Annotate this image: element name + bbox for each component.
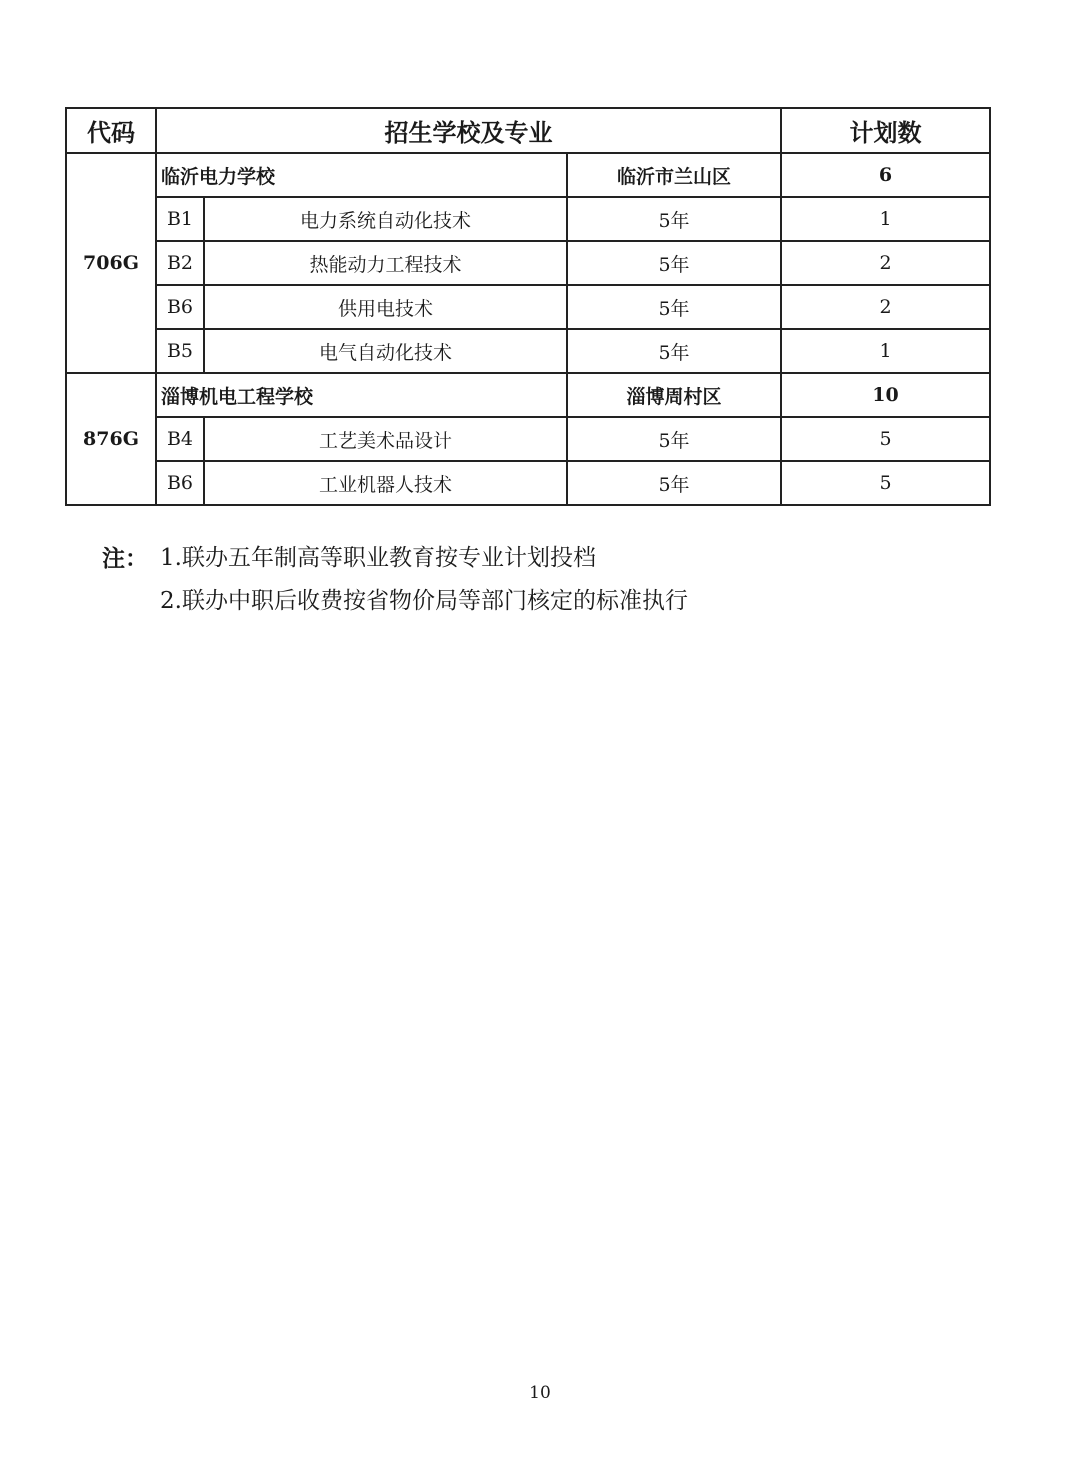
major-code: B5 [156,329,204,373]
major-row [66,417,990,461]
major-years: 5年 [567,329,781,373]
major-years: 5年 [567,197,781,241]
major-code: B1 [156,197,204,241]
major-code: B2 [156,241,204,285]
major-name: 电力系统自动化技术 [204,197,567,241]
major-name: 电气自动化技术 [204,329,567,373]
header-code: 代码 [66,108,156,153]
school-location: 淄博周村区 [567,373,781,417]
major-row [66,285,990,329]
major-count: 5 [781,461,990,505]
school-name: 临沂电力学校 [156,153,567,197]
major-name: 热能动力工程技术 [204,241,567,285]
school-row [66,153,990,197]
major-row [66,329,990,373]
notes-label: 注： [102,545,148,572]
school-code: 706G [66,153,156,373]
note-item: 1.联办五年制高等职业教育按专业计划投档 [160,545,596,571]
major-count: 5 [781,417,990,461]
major-years: 5年 [567,417,781,461]
major-row [66,197,990,241]
header-plan: 计划数 [781,108,990,153]
school-total: 10 [781,373,990,417]
school-row [66,373,990,417]
major-code: B6 [156,461,204,505]
major-years: 5年 [567,241,781,285]
major-name: 供用电技术 [204,285,567,329]
enrollment-plan-table [65,107,991,506]
major-count: 1 [781,197,990,241]
notes-section [102,537,688,623]
school-total: 6 [781,153,990,197]
major-count: 2 [781,241,990,285]
major-name: 工艺美术品设计 [204,417,567,461]
major-count: 2 [781,285,990,329]
major-years: 5年 [567,461,781,505]
school-name: 淄博机电工程学校 [156,373,567,417]
major-row [66,241,990,285]
note-line [102,537,688,580]
major-code: B4 [156,417,204,461]
table-header-row [66,108,990,153]
page-number: 10 [529,1383,551,1403]
note-item: 2.联办中职后收费按省物价局等部门核定的标准执行 [160,588,688,614]
major-row [66,461,990,505]
school-location: 临沂市兰山区 [567,153,781,197]
major-years: 5年 [567,285,781,329]
note-line [102,580,688,623]
major-name: 工业机器人技术 [204,461,567,505]
school-code: 876G [66,373,156,505]
header-school-major: 招生学校及专业 [156,108,781,153]
major-code: B6 [156,285,204,329]
major-count: 1 [781,329,990,373]
